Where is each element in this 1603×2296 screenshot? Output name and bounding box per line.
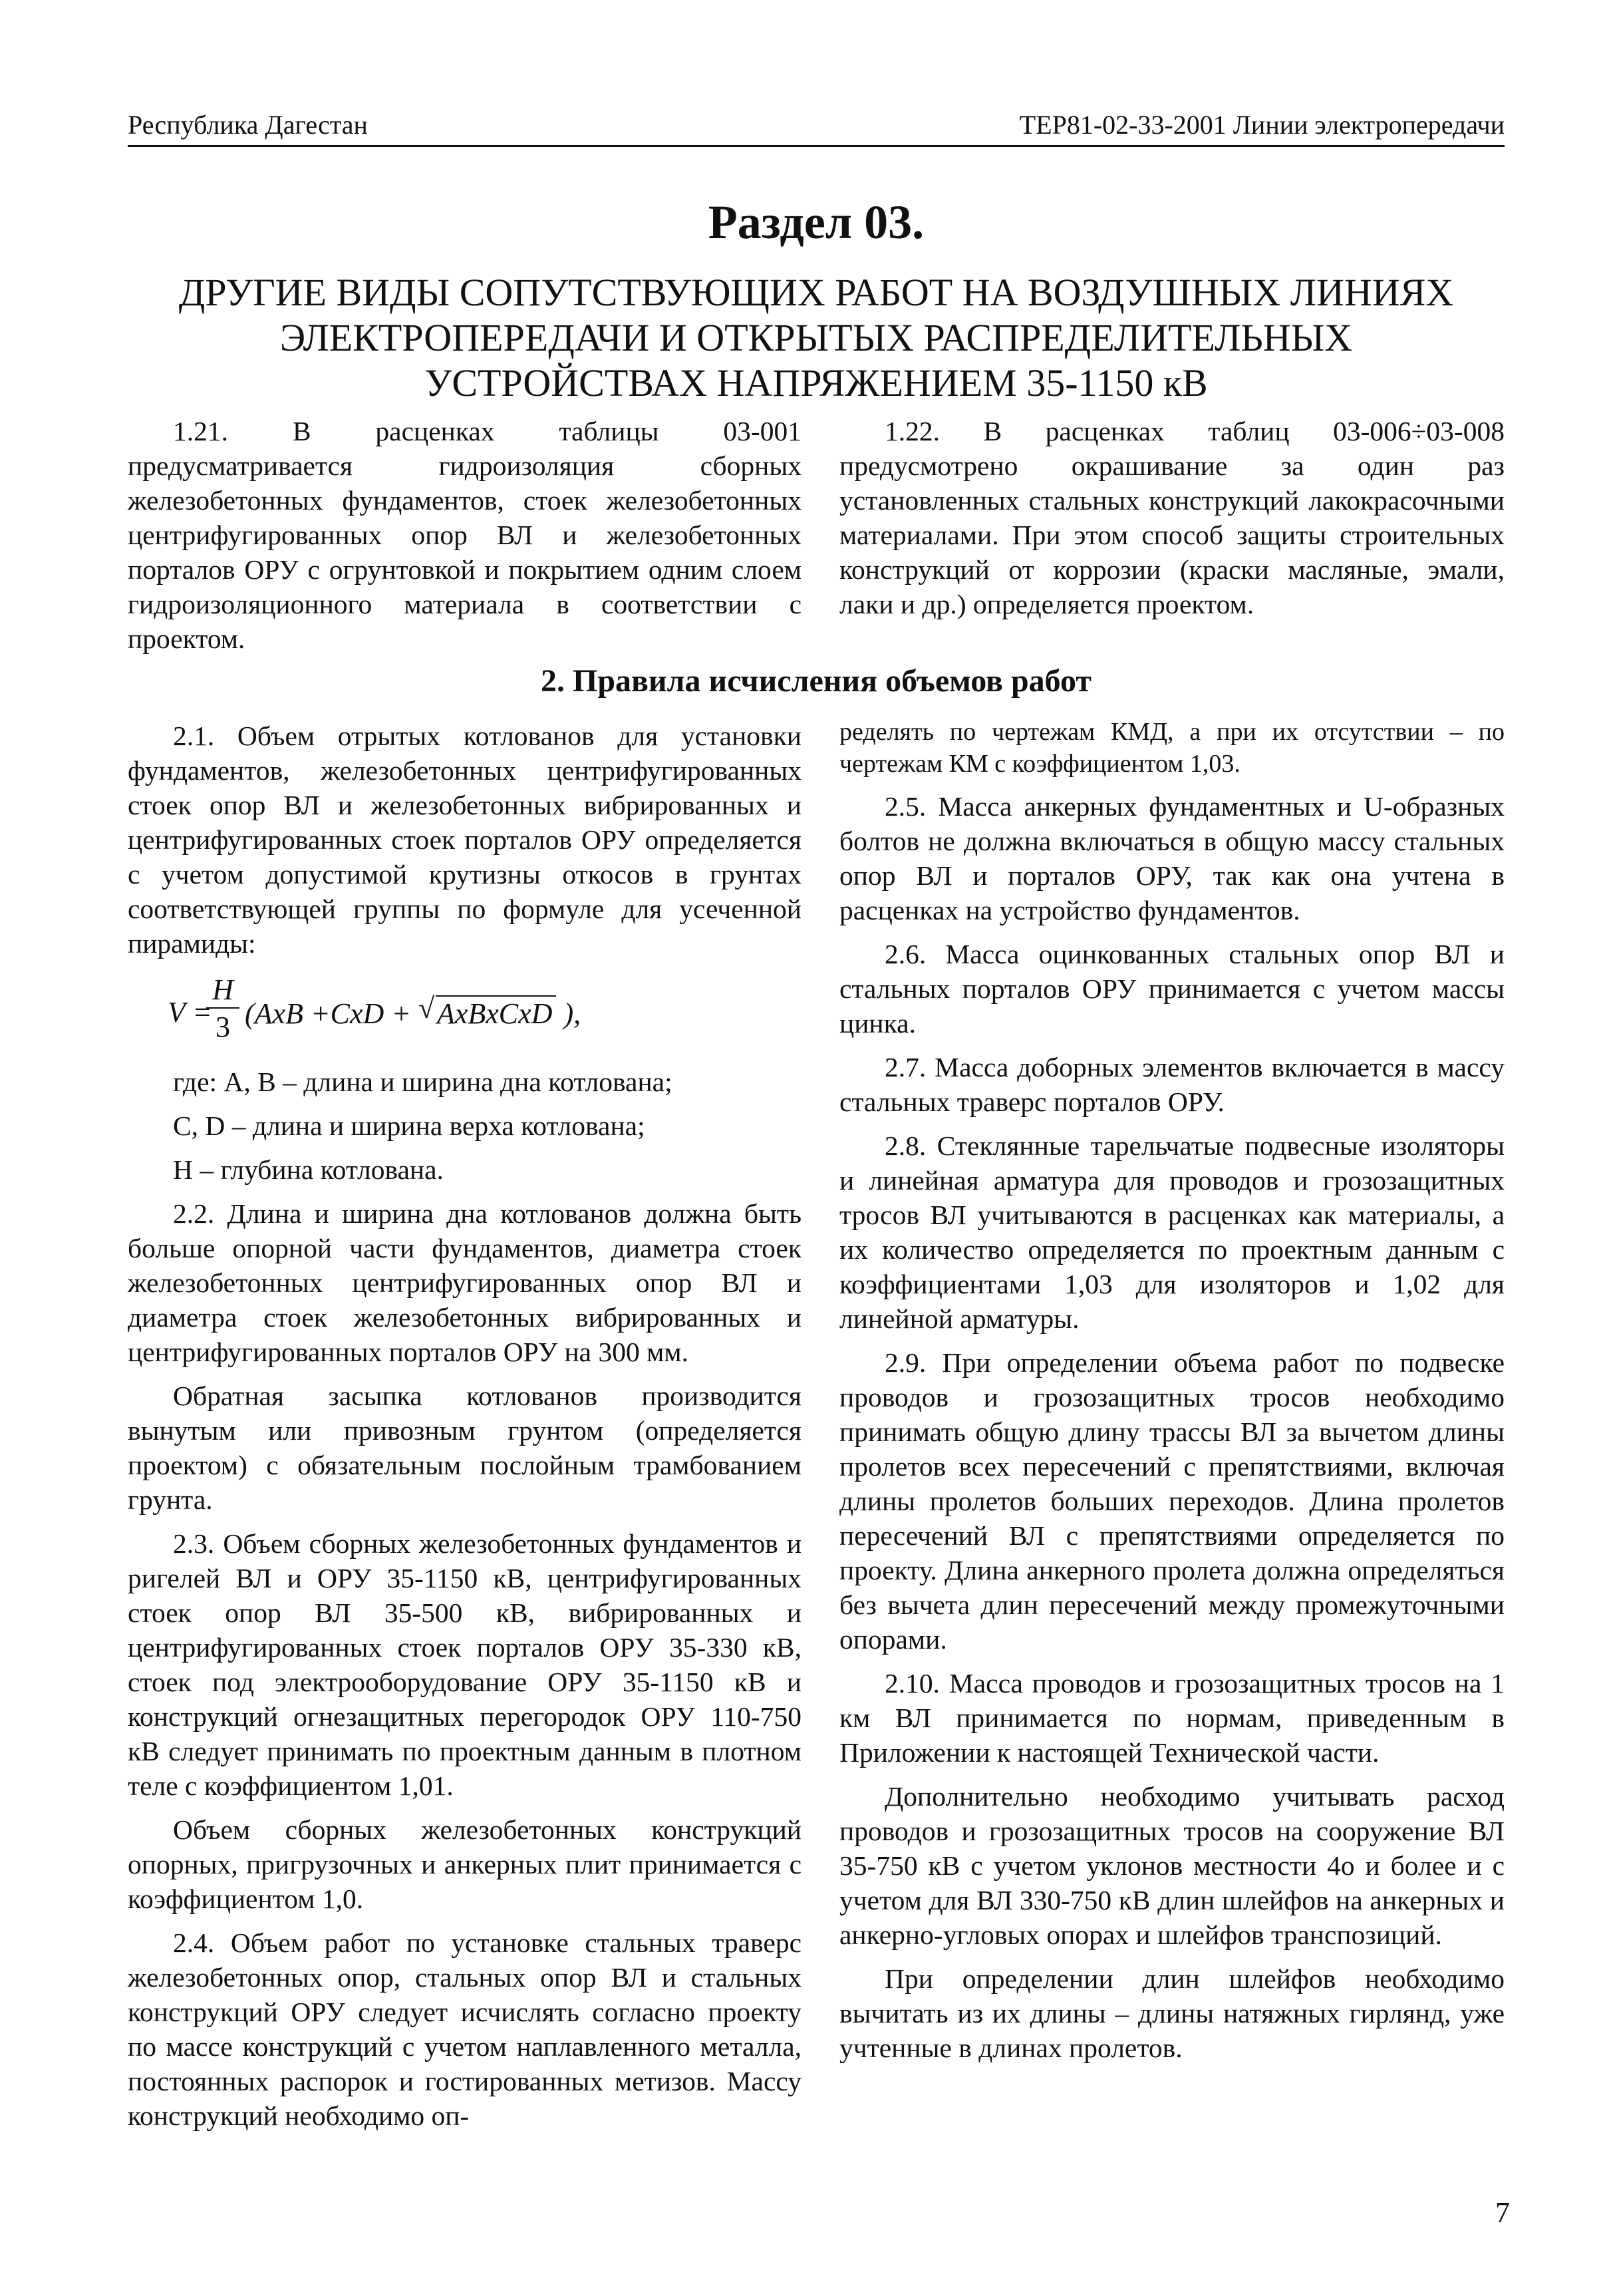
- formula-sqrt: [418, 992, 556, 1031]
- rules-right-column: [839, 716, 1505, 2065]
- paragraph-1-22: 1.22. В расценках таблиц 03-006÷03-008 предусмотрено окрашивание за один раз установленных стальных конструкций лакокрасочными материалами. При этом способ защиты строительных конструкций от коррозии (краски масляные, эмали, лаки и др.) определяется проектом.: [839, 416, 1505, 619]
- paragraph-2-9: 2.9. При определении объема работ по подвеске проводов и грозозащитных тросов необходимо принимать общую длину трассы ВЛ за вычетом длины пролетов всех пересечений с препятствиями, включая длины пролетов больших переходов. Длина пролетов пересечений ВЛ с препятствиями определяется по проекту. Длина анкерного пролета должна определяться без вычета длин пересечений между промежуточными опорами.: [839, 1347, 1505, 1655]
- paragraph-2-7: 2.7. Масса доборных элементов включается в массу стальных траверс порталов ОРУ.: [839, 1052, 1505, 1117]
- paragraph-2-10-additional: Дополнительно необходимо учитывать расход проводов и грозозащитных тросов на сооружение ВЛ 35-750 кВ с учетом уклонов местности 4о и более и с учетом для ВЛ 330-750 кВ длин шлейфов на анкерных и анкерно-угловых опорах и шлейфов транспозиций.: [839, 1781, 1505, 1950]
- formula-radicand: AxBxCxD: [436, 995, 556, 1031]
- formula-denominator: 3: [216, 1011, 230, 1043]
- section-subtitle: ДРУГИЕ ВИДЫ СОПУТСТВУЮЩИХ РАБОТ НА ВОЗДУШНЫХ ЛИНИЯХ ЭЛЕКТРОПЕРЕДАЧИ И ОТКРЫТЫХ РАСПРЕДЕЛИТЕЛЬНЫХ УСТРОЙСТВАХ НАПРЯЖЕНИЕМ 35-1150 кВ: [178, 271, 1454, 405]
- paragraph-2-2: 2.2. Длина и ширина дна котлованов должна быть больше опорной части фундаментов, диаметра стоек железобетонных центрифугированных опор ВЛ и диаметра стоек железобетонных вибрированных и центрифугированных порталов ОРУ на 300 мм.: [128, 1198, 802, 1367]
- header-region: Республика Дагестан: [128, 110, 368, 140]
- rules-left-column: [128, 719, 802, 2133]
- paragraph-1-21: 1.21. В расценках таблицы 03-001 предусматривается гидроизоляция сборных железобетонных фундаментов, стоек железобетонных центрифугированных опор ВЛ и железобетонных порталов ОРУ с огрунтовкой и покрытием одним слоем гидроизоляционного материала в соответствии с проектом.: [128, 416, 802, 654]
- sqrt-icon: √: [418, 992, 435, 1025]
- header-document-code: ТЕР81-02-33-2001 Линии электропередачи: [1019, 110, 1505, 140]
- paragraph-2-3-plates: Объем сборных железобетонных конструкций опорных, пригрузочных и анкерных плит принимается с коэффициентом 1,0.: [128, 1814, 802, 1914]
- formula-fraction: [206, 973, 239, 1043]
- where-c-d: С, D – длина и ширина верха котлована;: [173, 1110, 645, 1141]
- section-heading: [128, 193, 1505, 406]
- paragraph-2-6: 2.6. Масса оцинкованных стальных опор ВЛ и стальных порталов ОРУ принимается с учетом массы цинка.: [839, 939, 1505, 1039]
- paragraph-2-10: 2.10. Масса проводов и грозозащитных тросов на 1 км ВЛ принимается по нормам, приведенным в Приложении к настоящей Технической части.: [839, 1668, 1505, 1768]
- paragraph-2-4: 2.4. Объем работ по установке стальных траверс железобетонных опор, стальных опор ВЛ и стальных конструкций ОРУ следует исчислять согласно проекту по массе конструкций с учетом наплавленного металла, постоянных распорок и гостированных метизов. Массу конструкций необходимо оп-: [128, 1927, 802, 2131]
- formula-rhs: [245, 992, 581, 1031]
- intro-left-column: [128, 414, 802, 656]
- where-h: Н – глубина котлована.: [173, 1154, 444, 1185]
- intro-right-column: [839, 414, 1505, 621]
- paragraph-2-10-loops: При определении длин шлейфов необходимо вычитать из их длины – длины натяжных гирлянд, уже учтенные в длинах пролетов.: [839, 1963, 1505, 2063]
- page-number: 7: [1495, 2196, 1510, 2229]
- formula-lhs: V =: [168, 996, 212, 1029]
- paragraph-2-4-continued: ределять по чертежам КМД, а при их отсутствии – по чертежам КМ с коэффициентом 1,03.: [839, 718, 1505, 778]
- truncated-pyramid-formula: [128, 973, 802, 1058]
- rules-heading: 2. Правила исчисления объемов работ: [541, 663, 1092, 699]
- formula-close: ),: [556, 997, 581, 1030]
- paragraph-2-2-backfill: Обратная засыпка котлованов производится вынутым или привозным грунтом (определяется проектом) с обязательным послойным трамбованием грунта.: [128, 1381, 802, 1515]
- paragraph-2-3: 2.3. Объем сборных железобетонных фундаментов и ригелей ВЛ и ОРУ 35-1150 кВ, центрифугированных стоек опор ВЛ 35-500 кВ, вибрированных и центрифугированных стоек порталов ОРУ 35-330 кВ, стоек под электрооборудование ОРУ 35-1150 кВ и конструкций огнезащитных перегородок ОРУ 110-750 кВ следует принимать по проектным данным в плотном теле с коэффициентом 1,01.: [128, 1528, 802, 1801]
- paragraph-2-8: 2.8. Стеклянные тарельчатые подвесные изоляторы и линейная арматура для проводов и грозозащитных тросов ВЛ учитываются в расценках как материалы, а их количество определяется по проектным данным с коэффициентами 1,03 для изоляторов и 1,02 для линейной арматуры.: [839, 1130, 1505, 1334]
- formula-numerator: H: [206, 973, 239, 1009]
- running-header: [128, 108, 1505, 147]
- formula-open: (AxB +CxD +: [245, 997, 418, 1030]
- paragraph-2-1: 2.1. Объем отрытых котлованов для установки фундаментов, железобетонных центрифугированных стоек опор ВЛ и железобетонных вибрированных и центрифугированных стоек порталов ОРУ определяется с учетом допустимой крутизны откосов в грунтах соответствующей группы по формуле для усеченной пирамиды:: [128, 721, 802, 959]
- section-title: Раздел 03.: [708, 196, 925, 249]
- paragraph-2-5: 2.5. Масса анкерных фундаментных и U-образных болтов не должна включаться в общую массу стальных опор ВЛ и порталов ОРУ, так как она учтена в расценках на устройство фундаментов.: [839, 791, 1505, 925]
- where-a-b: где: А, В – длина и ширина дна котлована;: [173, 1066, 672, 1097]
